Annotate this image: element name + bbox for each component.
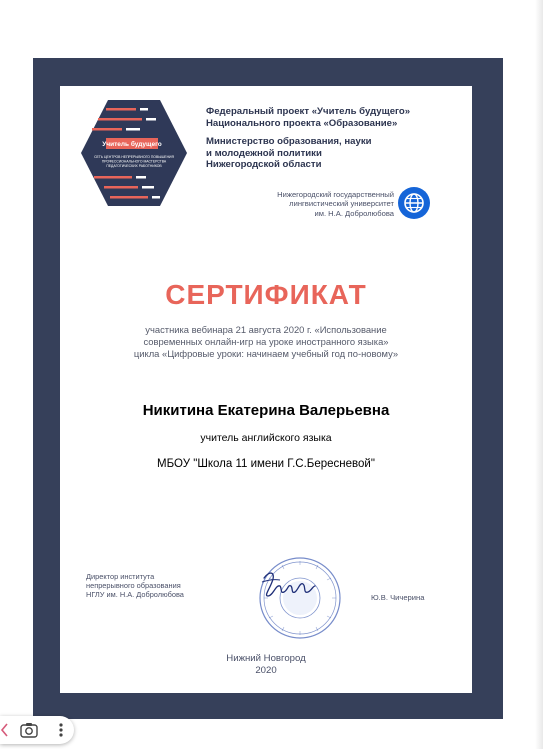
more-vert-icon[interactable] [52,721,70,739]
chevron-left-icon[interactable] [0,722,8,738]
handwritten-signature [258,568,318,604]
teacher-of-future-logo [80,98,188,208]
globe-icon [397,186,431,220]
director-line1: Директор института [86,572,155,581]
university-line2: лингвистический университет [289,199,394,209]
certificate-footer [60,653,472,677]
ministry-line1: Министерство образования, науки [206,136,372,147]
project-line2: Национального проекта «Образование» [206,117,398,129]
ministry-line3: Нижегородской области [206,159,322,170]
logo-network-line3: ПЕДАГОГИЧЕСКИХ РАБОТНИКОВ [106,164,162,168]
browser-scroll-edge [535,0,543,749]
logo-network-line1: СЕТЬ ЦЕНТРОВ НЕПРЕРЫВНОГО ПОВЫШЕНИЯ [94,155,174,159]
description-line3: цикла «Цифровые уроки: начинаем учебный год по-новому» [133,348,399,359]
description-line1: участника вебинара 21 августа 2020 г. «Использование [145,324,387,335]
footer-city: Нижний Новгород [226,653,306,664]
director-title [86,572,184,599]
director-line3: НГЛУ им. Н.А. Добролюбова [86,590,184,599]
camera-search-icon[interactable] [20,722,38,738]
description-line2: современных онлайн-игр на уроке иностранного языка» [143,336,389,347]
signer-name: Ю.В. Чичерина [371,593,425,602]
recipient-position: учитель английского языка [200,432,332,444]
recipient-name: Никитина Екатерина Валерьевна [142,402,390,419]
university-line1: Нижегородский государственный [277,190,394,199]
university-name [250,190,394,218]
recipient-school: МБОУ "Школа 11 имени Г.С.Бересневой" [157,458,375,470]
project-line1: Федеральный проект «Учитель будущего» [206,106,411,117]
director-line2: непрерывного образования [86,581,181,590]
certificate-title: СЕРТИФИКАТ [165,279,367,310]
image-toolbar [0,716,74,744]
certificate-page [60,86,472,693]
ministry-line2: и молодежной политики [206,147,322,159]
header-text [206,106,466,171]
university-line3: им. Н.А. Добролюбова [314,208,394,218]
logo-title: Учитель будущего [102,141,162,148]
footer-year: 2020 [255,665,277,676]
certificate-description [80,324,452,360]
logo-network-line2: ПРОФЕССИОНАЛЬНОГО МАСТЕРСТВА [101,159,167,164]
